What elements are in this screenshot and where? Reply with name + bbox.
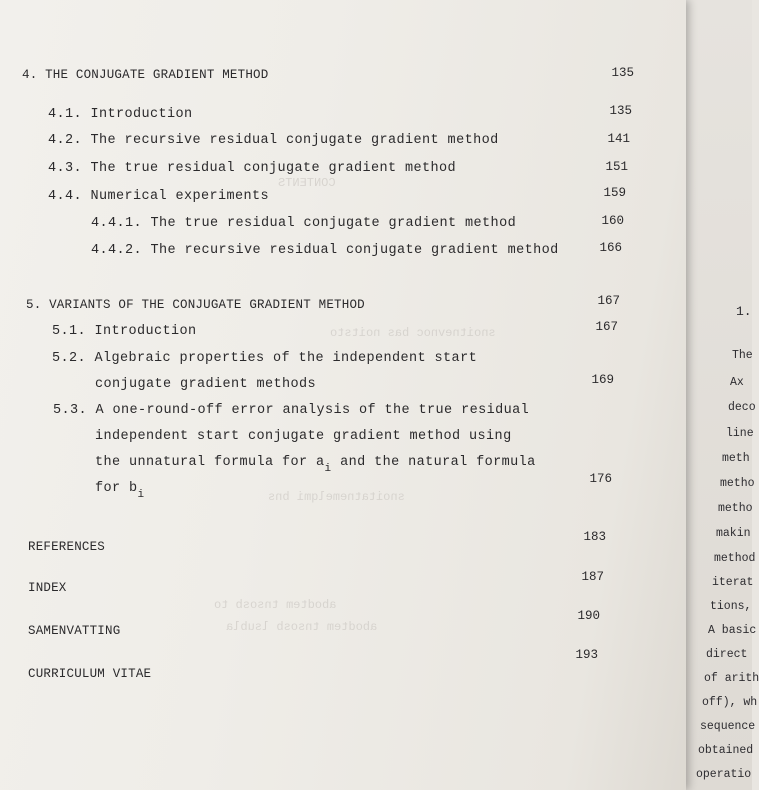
toc-entry-4-4-1: 4.4.1. The true residual conjugate gradient method — [91, 216, 517, 231]
toc-entry-5-3-line-2: independent start conjugate gradient method using — [95, 429, 512, 444]
toc-entry-4-1: 4.1. Introduction — [48, 107, 193, 122]
toc-samenvatting: SAMENVATTING — [28, 624, 121, 638]
right-page-line: The — [732, 349, 753, 362]
subscript-i: i — [324, 463, 332, 475]
toc-page-5-2: 169 — [591, 373, 614, 387]
toc-page-curriculum-vitae: 193 — [575, 648, 598, 662]
formula-text-a: the unnatural formula for a — [95, 455, 325, 470]
toc-entry-4-4-2: 4.4.2. The recursive residual conjugate gradient method — [91, 243, 559, 258]
show-through-text: abodtem tnsosb to — [214, 598, 337, 612]
toc-page-samenvatting: 190 — [577, 609, 600, 623]
toc-page-4-4-1: 160 — [601, 214, 624, 228]
chapter-5-page: 167 — [597, 294, 620, 308]
toc-entry-5-3-line-3 — [95, 455, 536, 475]
toc-entry-5-1: 5.1. Introduction — [52, 324, 197, 339]
right-page-line: obtained — [698, 744, 754, 757]
toc-page-4-4-2: 166 — [599, 241, 622, 255]
show-through-text: snoitnevnoc bas noitsto — [330, 326, 496, 340]
formula-text-b: and the natural formula — [331, 455, 536, 470]
toc-entry-4-2: 4.2. The recursive residual conjugate gradient method — [48, 133, 499, 148]
toc-page-4-4: 159 — [603, 186, 626, 200]
right-page-line: sequence — [700, 720, 756, 733]
toc-entry-5-3-line-1: 5.3. A one-round-off error analysis of the true residual — [53, 403, 530, 418]
subscript-i: i — [137, 489, 145, 501]
right-page-line: operatio — [696, 768, 752, 781]
right-page-line: direct — [706, 648, 748, 661]
show-through-text: snoitatnemelqmi bns — [268, 490, 405, 504]
right-page-line: tions, — [710, 600, 752, 613]
right-page-heading: 1. — [736, 304, 752, 319]
toc-entry-4-4: 4.4. Numerical experiments — [48, 189, 270, 204]
right-page-line: method — [714, 552, 756, 565]
toc-page-4-3: 151 — [605, 160, 628, 174]
chapter-4-title: 4. THE CONJUGATE GRADIENT METHOD — [22, 68, 269, 82]
right-page — [686, 0, 759, 790]
right-page-line: off), wh — [702, 696, 758, 709]
show-through-text: abodtem tnsosb lsubla — [226, 620, 378, 634]
right-page-line: metho — [720, 477, 755, 490]
toc-references: REFERENCES — [28, 540, 106, 554]
chapter-5-title: 5. VARIANTS OF THE CONJUGATE GRADIENT METHOD — [26, 298, 365, 312]
right-page-line: makin — [716, 527, 751, 540]
toc-page-5-1: 167 — [595, 320, 618, 334]
right-page-line: iterat — [712, 576, 754, 589]
toc-page-5-3: 176 — [589, 472, 612, 486]
right-page-line: deco — [728, 401, 756, 414]
right-page-line: A basic — [708, 624, 757, 637]
toc-page-4-2: 141 — [607, 132, 630, 146]
right-page-line: of arith — [704, 672, 759, 685]
right-page-line: metho — [718, 502, 753, 515]
toc-entry-5-3-line-4 — [95, 481, 145, 501]
toc-page-index: 187 — [581, 570, 604, 584]
right-page-line: meth — [722, 452, 750, 465]
toc-entry-4-3: 4.3. The true residual conjugate gradient method — [48, 161, 457, 176]
show-through-text: CONTENTS — [278, 176, 336, 190]
toc-curriculum-vitae: CURRICULUM VITAE — [28, 667, 152, 681]
toc-entry-5-2-line-2: conjugate gradient methods — [95, 377, 317, 392]
toc-entry-5-2-line-1: 5.2. Algebraic properties of the independent start — [52, 351, 478, 366]
right-page-line: line — [726, 427, 754, 440]
chapter-4-page: 135 — [611, 66, 634, 80]
formula-text-b-i: for b — [95, 481, 138, 496]
toc-index: INDEX — [28, 581, 67, 595]
toc-page-references: 183 — [583, 530, 606, 544]
toc-page-4-1: 135 — [609, 104, 632, 118]
right-page-line: Ax — [730, 376, 744, 389]
